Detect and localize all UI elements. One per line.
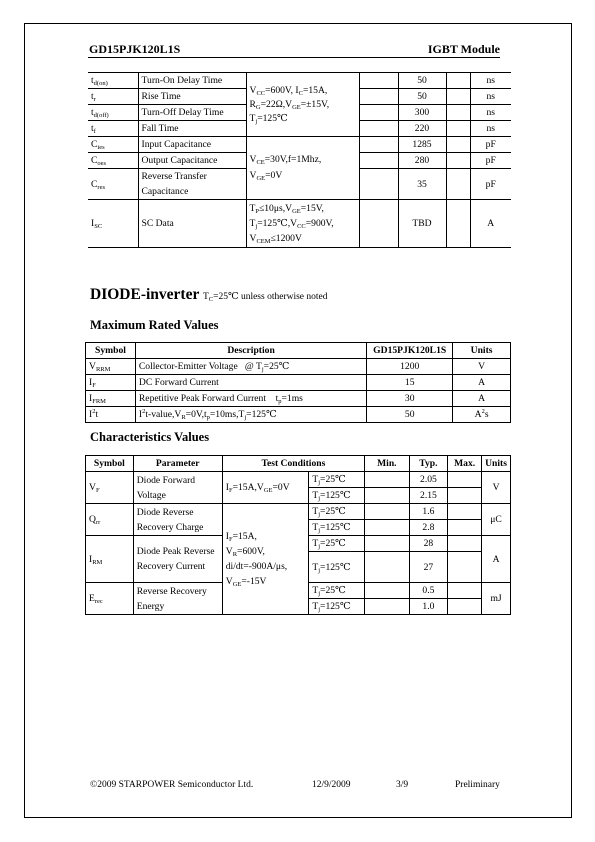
typ-cell: 280: [398, 153, 446, 169]
symbol-cell: $C_{res}$: [88, 169, 138, 200]
footer-copyright: ©2009 STARPOWER Semiconductor Ltd.: [90, 780, 254, 790]
max-rated-table: [85, 342, 511, 423]
column-header: GD15PJK120L1S: [367, 343, 453, 359]
header-rule: [88, 57, 500, 58]
value-cell: 1200: [367, 359, 453, 375]
min-cell: [365, 504, 410, 520]
diode-title-note: $T_C=25℃$ unless otherwise noted: [202, 292, 328, 303]
max-cell: [446, 121, 470, 137]
column-header: Parameter: [133, 456, 222, 472]
min-cell: [359, 200, 398, 248]
table-row: [88, 73, 511, 89]
min-cell: [365, 599, 410, 615]
description-cell: DC Forward Current: [135, 375, 366, 391]
column-header: Typ.: [409, 456, 448, 472]
diode-section-title: [90, 286, 328, 304]
temperature-cell: $T_j=125℃$: [309, 520, 365, 536]
typ-cell: 50: [398, 73, 446, 89]
min-cell: [359, 153, 398, 169]
unit-cell: V: [453, 359, 511, 375]
characteristics-table: [85, 455, 511, 615]
unit-cell: ns: [470, 89, 511, 105]
typ-cell: 27: [409, 552, 448, 583]
table-row: [88, 137, 511, 153]
description-cell: Collector-Emitter Voltage @ $T_j=25℃$: [135, 359, 366, 375]
parameter-cell: Fall Time: [138, 121, 246, 137]
typ-cell: 50: [398, 89, 446, 105]
symbol-cell: $I^2t$: [86, 407, 136, 423]
unit-cell: A: [470, 200, 511, 248]
table-row: [86, 504, 511, 520]
footer-date: 12/9/2009: [312, 780, 351, 790]
short-circuit-conditions-cell: $T_P\le 10\mu s,V_{GE}=15V$, $T_j=125℃,V_{CC}=900V$, $V_{CEM}\le 1200V$: [246, 200, 359, 248]
common-condition-cell: $I_F=15A$, $V_R=600V$, di/dt=-900A/μs, $V_{GE}=-15V$: [222, 504, 309, 615]
symbol-cell: $I_F$: [86, 375, 136, 391]
parameter-cell: Rise Time: [138, 89, 246, 105]
parameter-cell: Output Capacitance: [138, 153, 246, 169]
max-cell: [448, 504, 482, 520]
unit-cell: A: [453, 391, 511, 407]
unit-cell: A: [482, 536, 511, 583]
max-cell: [448, 552, 482, 583]
column-header: Max.: [448, 456, 482, 472]
symbol-cell: $V_{RRM}$: [86, 359, 136, 375]
table-row: [86, 359, 511, 375]
parameter-cell: Diode Reverse Recovery Charge: [133, 504, 222, 536]
max-cell: [446, 89, 470, 105]
unit-cell: ns: [470, 73, 511, 89]
temperature-cell: $T_j=125℃$: [309, 552, 365, 583]
parameter-cell: Reverse Recovery Energy: [133, 583, 222, 615]
min-cell: [359, 89, 398, 105]
footer-page-number: 3/9: [396, 780, 409, 790]
symbol-cell: $t_{d(on)}$: [88, 73, 138, 89]
max-cell: [448, 472, 482, 488]
typ-cell: 1.0: [409, 599, 448, 615]
parameter-cell: SC Data: [138, 200, 246, 248]
max-cell: [448, 599, 482, 615]
temperature-cell: $T_j=25℃$: [309, 536, 365, 552]
symbol-cell: $t_f$: [88, 121, 138, 137]
temperature-cell: $T_j=125℃$: [309, 488, 365, 504]
min-cell: [365, 536, 410, 552]
temperature-cell: $T_j=25℃$: [309, 504, 365, 520]
column-header: Min.: [365, 456, 410, 472]
typ-cell: 35: [398, 169, 446, 200]
typ-cell: 28: [409, 536, 448, 552]
symbol-cell: $I_{SC}$: [88, 200, 138, 248]
column-header: Description: [135, 343, 366, 359]
symbol-cell: $t_r$: [88, 89, 138, 105]
typ-cell: 300: [398, 105, 446, 121]
footer-status: Preliminary: [455, 780, 500, 790]
unit-cell: ns: [470, 105, 511, 121]
column-header: Units: [453, 343, 511, 359]
parameter-cell: Reverse Transfer Capacitance: [138, 169, 246, 200]
parameter-cell: Turn-Off Delay Time: [138, 105, 246, 121]
max-cell: [448, 488, 482, 504]
unit-cell: A: [453, 375, 511, 391]
condition-cell: $I_F=15A,V_{GE}=0V$: [222, 472, 309, 504]
header-module-type: IGBT Module: [427, 42, 500, 56]
typ-cell: 2.8: [409, 520, 448, 536]
min-cell: [359, 137, 398, 153]
typ-cell: 1.6: [409, 504, 448, 520]
table-row: [86, 472, 511, 488]
unit-cell: μC: [482, 504, 511, 536]
typ-cell: 2.05: [409, 472, 448, 488]
max-cell: [446, 137, 470, 153]
symbol-cell: $I_{FRM}$: [86, 391, 136, 407]
typ-cell: 1285: [398, 137, 446, 153]
symbol-cell: $Q_{rr}$: [86, 504, 134, 536]
max-rated-title: Maximum Rated Values: [90, 318, 219, 332]
min-cell: [365, 552, 410, 583]
unit-cell: ns: [470, 121, 511, 137]
max-cell: [446, 200, 470, 248]
symbol-cell: $t_{d(off)}$: [88, 105, 138, 121]
min-cell: [365, 520, 410, 536]
unit-cell: V: [482, 472, 511, 504]
max-cell: [448, 520, 482, 536]
temperature-cell: $T_j=25℃$: [309, 472, 365, 488]
max-cell: [446, 169, 470, 200]
symbol-cell: $E_{rec}$: [86, 583, 134, 615]
max-cell: [448, 583, 482, 599]
unit-cell: pF: [470, 153, 511, 169]
min-cell: [359, 105, 398, 121]
value-cell: 15: [367, 375, 453, 391]
temperature-cell: $T_j=25℃$: [309, 583, 365, 599]
typ-cell: 0.5: [409, 583, 448, 599]
symbol-cell: $C_{oes}$: [88, 153, 138, 169]
min-cell: [365, 583, 410, 599]
table-header-row: [86, 456, 511, 472]
description-cell: $I^2t-value,V_R=0V,t_p=10ms,T_j=125℃$: [135, 407, 366, 423]
igbt-characteristics-table: [88, 72, 511, 248]
switching-conditions-cell: $V_{CC}=600V$, $I_C=15A$, $R_G=22\Omega,V_{GE}=\pm 15V$, $T_j=125℃$: [246, 73, 359, 137]
parameter-cell: Turn-On Delay Time: [138, 73, 246, 89]
column-header: Symbol: [86, 456, 134, 472]
table-row: [86, 375, 511, 391]
capacitance-conditions-cell: $V_{CE}=30V,f=1Mhz$, $V_{GE}=0V$: [246, 137, 359, 200]
typ-cell: 220: [398, 121, 446, 137]
value-cell: 30: [367, 391, 453, 407]
unit-cell: pF: [470, 137, 511, 153]
table-header-row: [86, 343, 511, 359]
table-row: [86, 391, 511, 407]
temperature-cell: $T_j=125℃$: [309, 599, 365, 615]
diode-title-text: DIODE-inverter: [90, 286, 200, 303]
max-cell: [446, 105, 470, 121]
characteristics-title: Characteristics Values: [90, 430, 210, 444]
column-header: Test Conditions: [222, 456, 364, 472]
typ-cell: 2.15: [409, 488, 448, 504]
max-cell: [446, 73, 470, 89]
unit-cell: $A^2s$: [453, 407, 511, 423]
symbol-cell: $V_F$: [86, 472, 134, 504]
parameter-cell: Diode Forward Voltage: [133, 472, 222, 504]
max-cell: [446, 153, 470, 169]
unit-cell: pF: [470, 169, 511, 200]
symbol-cell: $I_{RM}$: [86, 536, 134, 583]
unit-cell: mJ: [482, 583, 511, 615]
typ-cell: TBD: [398, 200, 446, 248]
max-cell: [448, 536, 482, 552]
parameter-cell: Input Capacitance: [138, 137, 246, 153]
column-header: Symbol: [86, 343, 136, 359]
symbol-cell: $C_{ies}$: [88, 137, 138, 153]
min-cell: [359, 73, 398, 89]
description-cell: Repetitive Peak Forward Current $t_p=1ms$: [135, 391, 366, 407]
header-part-number: GD15PJK120L1S: [89, 42, 181, 56]
min-cell: [365, 488, 410, 504]
table-row: [88, 200, 511, 248]
value-cell: 50: [367, 407, 453, 423]
min-cell: [359, 169, 398, 200]
parameter-cell: Diode Peak Reverse Recovery Current: [133, 536, 222, 583]
column-header: Units: [482, 456, 511, 472]
table-row: [86, 407, 511, 423]
min-cell: [365, 472, 410, 488]
min-cell: [359, 121, 398, 137]
